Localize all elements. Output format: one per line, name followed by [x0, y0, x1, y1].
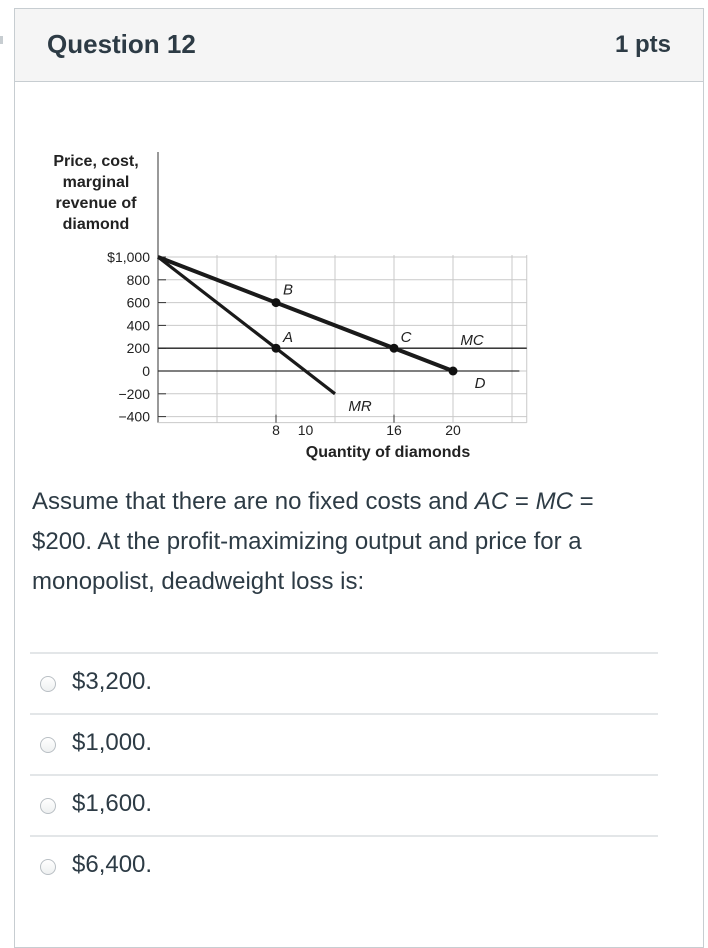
answer-option[interactable]	[30, 835, 658, 896]
y-axis-label-line: revenue of	[55, 195, 137, 212]
y-axis-label-line: diamond	[62, 216, 130, 233]
y-tick-label: −200	[118, 385, 150, 402]
point-label: C	[400, 329, 412, 347]
point-marker	[272, 344, 281, 353]
y-tick-label: −400	[118, 408, 150, 425]
question-text	[32, 482, 657, 602]
y-tick-label: 800	[126, 271, 150, 288]
point-marker	[272, 298, 281, 307]
question-title: Question 12	[47, 29, 196, 59]
answer-option[interactable]	[30, 652, 658, 713]
y-tick-label: 400	[126, 317, 150, 334]
radio-button[interactable]	[40, 859, 56, 875]
y-axis-label	[53, 153, 138, 233]
answer-label[interactable]: $1,000.	[72, 729, 153, 756]
x-tick-label: 10	[297, 422, 314, 438]
answer-label[interactable]: $1,600.	[72, 790, 153, 817]
y-tick-label: 0	[142, 363, 150, 379]
x-axis-label: Quantity of diamonds	[305, 444, 471, 461]
y-tick-label: $1,000	[107, 249, 150, 265]
radio-button[interactable]	[40, 676, 56, 692]
x-tick-label: 8	[272, 422, 280, 438]
radio-button[interactable]	[40, 798, 56, 814]
radio-button[interactable]	[40, 737, 56, 753]
question-text-part2: =	[508, 488, 536, 515]
y-axis-label-line: Price, cost,	[53, 153, 139, 170]
point-marker	[449, 367, 458, 376]
chart-series	[158, 257, 527, 415]
y-axis-label-line: marginal	[62, 174, 130, 191]
y-tick-label: 600	[126, 294, 150, 311]
answer-list	[30, 652, 658, 896]
y-tick-labels	[107, 249, 150, 425]
chart-grid	[158, 152, 527, 423]
point-label: A	[282, 329, 294, 347]
mc-label: MC	[535, 488, 573, 515]
mr-label: MR	[348, 398, 372, 415]
question-points: 1 pts	[614, 31, 671, 58]
question-text-part3: = $200. At the profit-maximizing output and price for a monopolist, deadweight loss is:	[32, 488, 594, 595]
x-tick-label: 16	[386, 422, 402, 438]
x-tick-label: 20	[445, 422, 461, 438]
mc-label: MC	[460, 332, 484, 349]
point-label: B	[282, 281, 294, 299]
answer-label[interactable]: $6,400.	[72, 851, 153, 878]
d-line	[158, 257, 453, 371]
x-tick-labels	[272, 415, 461, 438]
answer-option[interactable]	[30, 774, 658, 835]
y-tick-label: 200	[126, 340, 150, 357]
point-marker	[390, 344, 399, 353]
answer-option[interactable]	[30, 713, 658, 774]
d-label: D	[474, 375, 486, 392]
answer-label[interactable]: $3,200.	[72, 668, 153, 695]
question-text-part1: Assume that there are no fixed costs and	[32, 488, 475, 515]
ac-label: AC	[474, 488, 509, 515]
